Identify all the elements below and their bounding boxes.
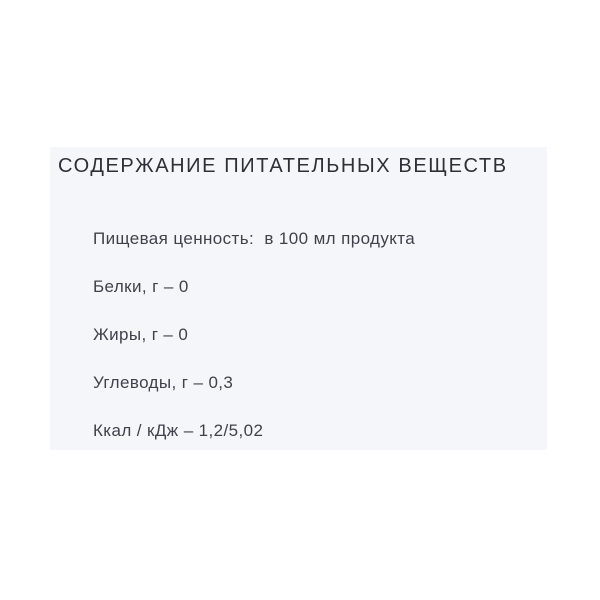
nutrition-row-energy-value: Пищевая ценность: в 100 мл продукта bbox=[93, 229, 416, 248]
section-title: СОДЕРЖАНИЕ ПИТАТЕЛЬНЫХ ВЕЩЕСТВ bbox=[58, 155, 508, 177]
nutrition-rows bbox=[93, 227, 533, 467]
nutrition-row-carbohydrates: Углеводы, г – 0,3 bbox=[93, 373, 234, 392]
nutrition-row-fats: Жиры, г – 0 bbox=[93, 325, 189, 344]
nutrition-row-proteins: Белки, г – 0 bbox=[93, 277, 189, 296]
nutrition-panel bbox=[50, 147, 547, 450]
nutrition-row-calories: Ккал / кДж – 1,2/5,02 bbox=[93, 421, 264, 440]
